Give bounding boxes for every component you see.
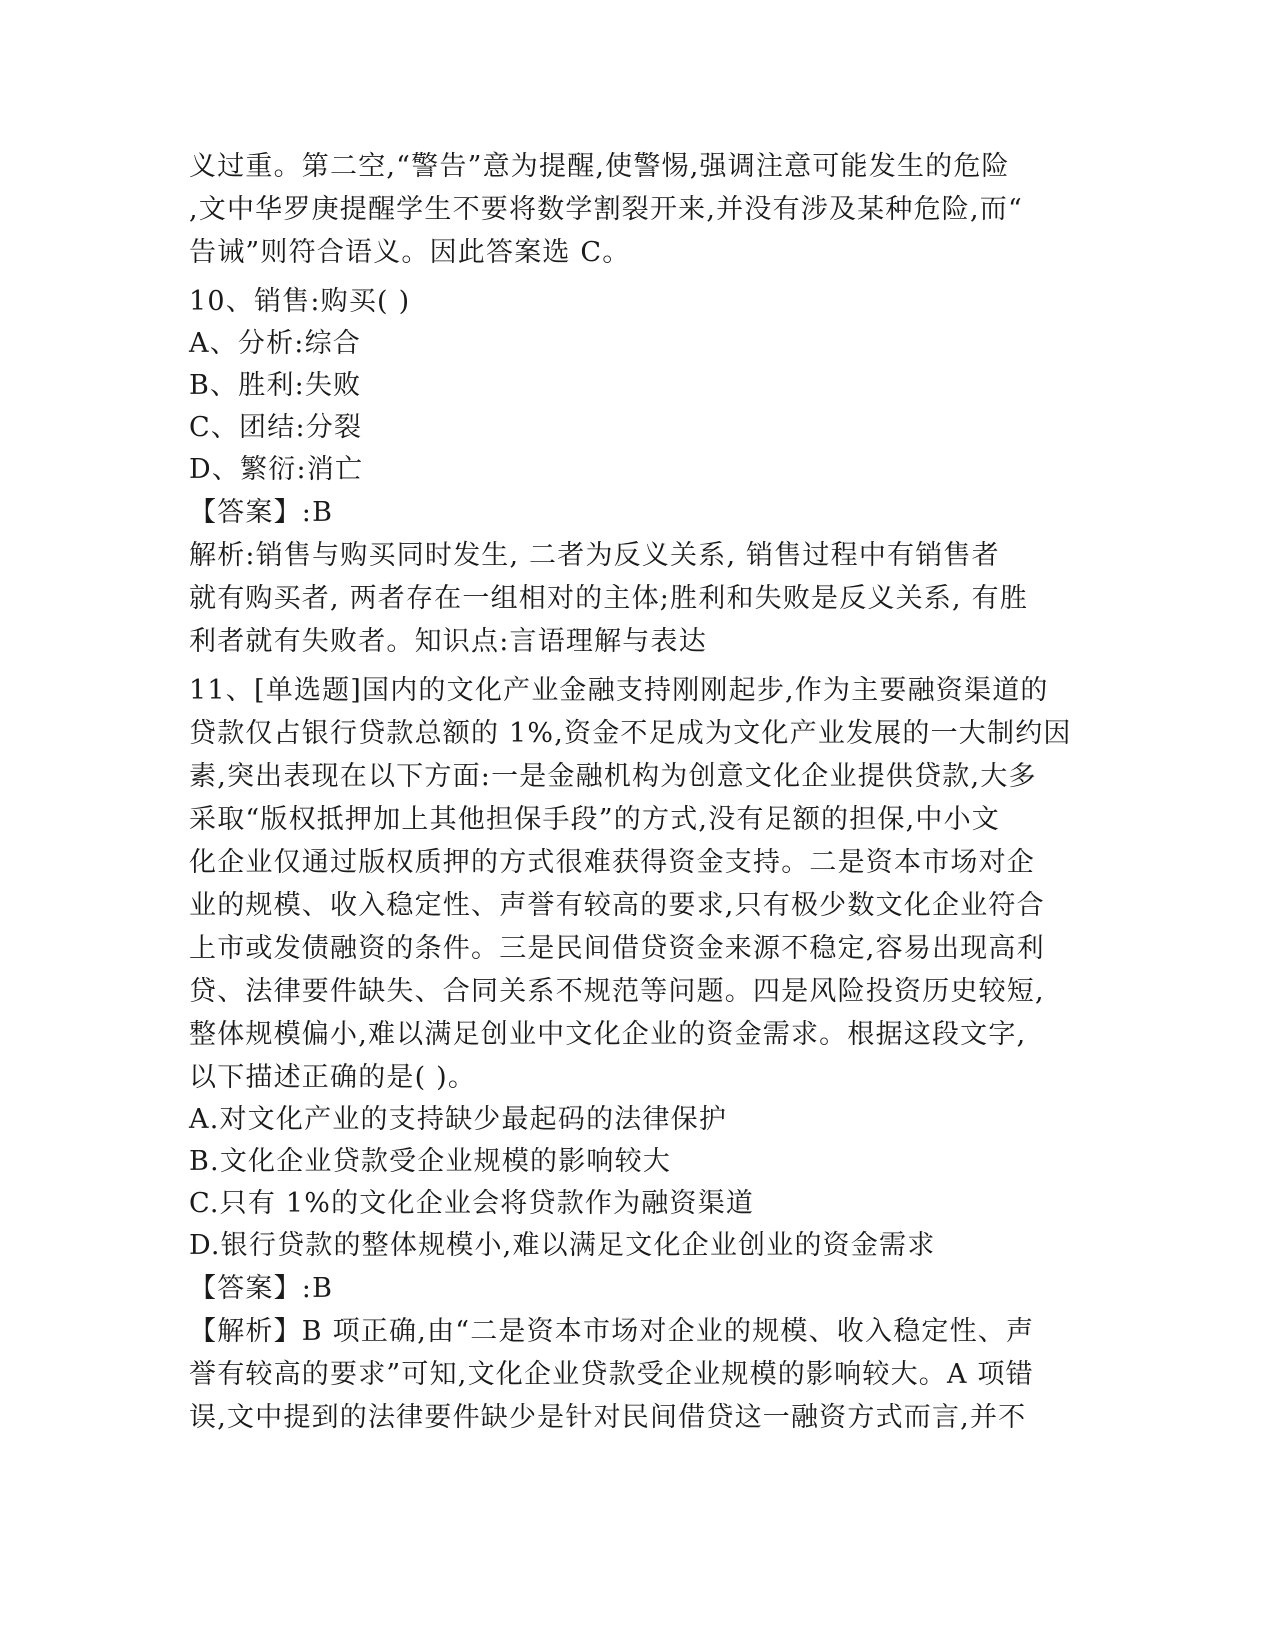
analysis-line: 【解析】B 项正确,由“二是资本市场对企业的规模、收入稳定性、声	[189, 1316, 1035, 1347]
question-11	[189, 669, 1089, 1439]
analysis-line: 就有购买者, 两者存在一组相对的主体;胜利和失败是反义关系, 有胜	[189, 583, 1029, 614]
analysis-line: 利者就有失败者。知识点:言语理解与表达	[189, 626, 707, 657]
option-b: B.文化企业贷款受企业规模的影响较大	[189, 1146, 672, 1177]
answer-line: 【答案】:B	[189, 1273, 334, 1304]
question-stem-line: 贷、法律要件缺失、合同关系不规范等问题。四是风险投资历史较短,	[189, 976, 1045, 1007]
text-line: 义过重。第二空,“警告”意为提醒,使警惕,强调注意可能发生的危险	[189, 151, 1010, 182]
previous-explanation	[189, 145, 1089, 274]
option-c: C.只有 1%的文化企业会将贷款作为融资渠道	[189, 1188, 755, 1219]
question-10	[189, 280, 1089, 663]
text-line: 告诫”则符合语义。因此答案选 C。	[189, 237, 631, 268]
analysis-line: 误,文中提到的法律要件缺少是针对民间借贷这一融资方式而言,并不	[189, 1402, 1027, 1433]
question-stem-line: 以下描述正确的是( )。	[189, 1062, 477, 1093]
question-stem-line: 业的规模、收入稳定性、声誉有较高的要求,只有极少数文化企业符合	[189, 890, 1045, 921]
answer-line: 【答案】:B	[189, 497, 334, 528]
page-content	[189, 145, 1089, 1439]
question-stem-line: 化企业仅通过版权质押的方式很难获得资金支持。二是资本市场对企	[189, 847, 1035, 878]
analysis-line: 誉有较高的要求”可知,文化企业贷款受企业规模的影响较大。A 项错	[189, 1359, 1034, 1390]
question-stem-line: 贷款仅占银行贷款总额的 1%,资金不足成为文化产业发展的一大制约因	[189, 718, 1072, 749]
option-d: D.银行贷款的整体规模小,难以满足文化企业创业的资金需求	[189, 1230, 936, 1261]
option-a: A、分析:综合	[189, 328, 361, 359]
question-stem-line: 素,突出表现在以下方面:一是金融机构为创意文化企业提供贷款,大多	[189, 761, 1037, 792]
question-stem-line: 11、[单选题]国内的文化产业金融支持刚刚起步,作为主要融资渠道的	[189, 675, 1049, 706]
text-line: ,文中华罗庚提醒学生不要将数学割裂开来,并没有涉及某种危险,而“	[189, 194, 1023, 225]
question-stem: 10、销售:购买( )	[189, 286, 411, 317]
option-d: D、繁衍:消亡	[189, 454, 364, 485]
question-stem-line: 整体规模偏小,难以满足创业中文化企业的资金需求。根据这段文字,	[189, 1019, 1027, 1050]
option-b: B、胜利:失败	[189, 370, 362, 401]
option-c: C、团结:分裂	[189, 412, 363, 443]
option-a: A.对文化产业的支持缺少最起码的法律保护	[189, 1104, 728, 1135]
question-stem-line: 采取“版权抵押加上其他担保手段”的方式,没有足额的担保,中小文	[189, 804, 1000, 835]
question-stem-line: 上市或发债融资的条件。三是民间借贷资金来源不稳定,容易出现高利	[189, 933, 1045, 964]
analysis-line: 解析:销售与购买同时发生, 二者为反义关系, 销售过程中有销售者	[189, 540, 1000, 571]
